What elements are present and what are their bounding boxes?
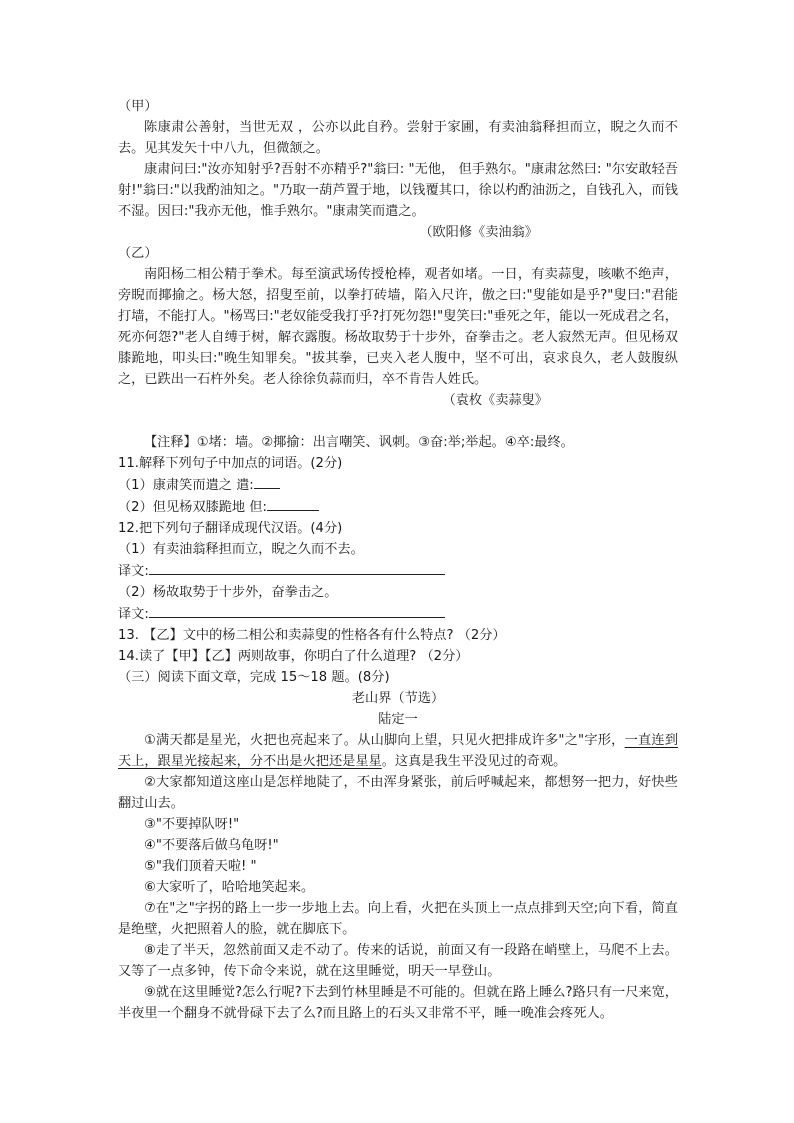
answer-blank[interactable] <box>149 603 445 618</box>
document-page <box>118 96 678 1024</box>
jia-paragraph-2: 康肃问曰:"汝亦知射乎?吾射不亦精乎?"翁曰: "无他， 但手熟尔。"康肃忿然曰: "尔安敢轻吾射!"翁曰:"以我酌油知之。"乃取一葫芦置于地，以钱覆其口，徐以杓酌油沥之，自钱孔入，而钱不湿。因曰:"我亦无他，惟手熟尔。"康肃笑而遣之。 <box>118 162 678 219</box>
jia-label: （甲） <box>118 99 158 114</box>
translation-line-1: 译文: <box>118 560 678 582</box>
article-title: 老山界（节选） <box>351 691 445 706</box>
question-11: 11.解释下列句子中加点的词语。(2分) <box>118 456 343 471</box>
question-13: 13. 【乙】文中的杨二相公和卖蒜叟的性格各有什么特点? （2分） <box>118 628 506 643</box>
question-12-item-2: （2）杨故取势于十步外，奋拳击之。 <box>118 585 338 600</box>
article-paragraph-8: ⑧走了半天，忽然前面又走不动了。传来的话说，前面又有一段路在峭壁上，马爬不上去。又等了一点多钟，传下命令来说，就在这里睡觉，明天一早登山。 <box>118 943 678 979</box>
article-paragraph-2: ②大家都知道这座山是怎样地陡了，不由浑身紧张，前后呼喊起来，都想努一把力，好快些翻过山去。 <box>118 775 678 811</box>
article-paragraph-4: ④"不要落后做乌龟呀!" <box>144 838 279 853</box>
article-paragraph-6: ⑥大家听了，哈哈地笑起来。 <box>144 880 315 895</box>
underlined-sentence: 一直连到天上，跟星光接起来，分不出是火把还是星星 <box>118 733 679 769</box>
article-paragraph-9: ⑨就在这里睡觉?怎么行呢?下去到竹林里睡是不可能的。但就在路上睡么?路只有一尺来宽，半夜里一个翻身不就骨碌下去了么?而且路上的石头又非常不平，睡一晚准会疼死人。 <box>118 985 678 1021</box>
answer-blank[interactable] <box>149 560 445 575</box>
article-paragraph-5: ⑤"我们顶着天啦! " <box>144 859 257 874</box>
question-11-item-2: （2）但见杨双膝跪地 但: <box>118 496 678 518</box>
answer-blank[interactable] <box>267 496 319 511</box>
article-paragraph-7: ⑦在"之"字拐的路上一步一步地上去。向上看，火把在头顶上一点点排到天空;向下看，简直是绝壁，火把照着人的脸，就在脚底下。 <box>118 901 678 937</box>
section-3-intro: （三）阅读下面文章，完成 15～18 题。(8分) <box>118 670 390 685</box>
translation-line-2: 译文: <box>118 603 678 625</box>
jia-paragraph-1: 陈康肃公善射，当世无双 ，公亦以此自矜。尝射于家圃，有卖油翁释担而立，睨之久而不去。见其发矢十中八九，但微颔之。 <box>118 120 678 156</box>
annotation-note: 【注释】①堵：墙。②揶揄：出言嘲笑、讽刺。③奋:举;举起。④卒:最终。 <box>144 435 574 450</box>
question-14: 14.读了【甲】【乙】两则故事，你明白了什么道理? （2分） <box>118 649 469 664</box>
yi-label: （乙） <box>118 246 158 261</box>
question-11-item-1: （1）康肃笑而遣之 遣: <box>118 474 678 496</box>
yi-source: （袁枚《卖蒜叟》 <box>442 393 548 408</box>
spacer <box>118 411 678 432</box>
answer-blank[interactable] <box>254 474 280 489</box>
question-12: 12.把下列句子翻译成现代汉语。(4分) <box>118 521 343 536</box>
yi-paragraph-1: 南阳杨二相公精于拳术。每至演武场传授枪棒，观者如堵。一日，有卖蒜叟，咳嗽不绝声，旁睨而揶揄之。杨大怒，招叟至前，以拳打砖墙，陷入尺许，傲之曰:"叟能如是乎?"叟曰:"君能打墙，不能打人。"杨骂曰:"老奴能受我打乎?打死勿怨!"叟笑曰:"垂死之年，能以一死成君之名，死亦何怨?"老人自缚于树，解衣露腹。杨故取势于十步外，奋拳击之。老人寂然无声。但见杨双膝跪地，叩头曰:"晚生知罪矣。"拔其拳，已夹入老人腹中，坚不可出，哀求良久，老人鼓腹纵之，已跌出一石杵外矣。老人徐徐负蒜而归，卒不肯告人姓氏。 <box>118 267 678 387</box>
jia-source: （欧阳修《卖油翁》 <box>419 225 538 240</box>
question-12-item-1: （1）有卖油翁释担而立，睨之久而不去。 <box>118 542 364 557</box>
article-paragraph-3: ③"不要掉队呀!" <box>144 817 240 832</box>
article-author: 陆定一 <box>378 712 418 727</box>
article-paragraph-1: ①满天都是星光，火把也亮起来了。从山脚向上望，只见火把排成许多"之"字形，一直连到天上，跟星光接起来，分不出是火把还是星星。这真是我生平没见过的奇观。 <box>118 733 679 769</box>
